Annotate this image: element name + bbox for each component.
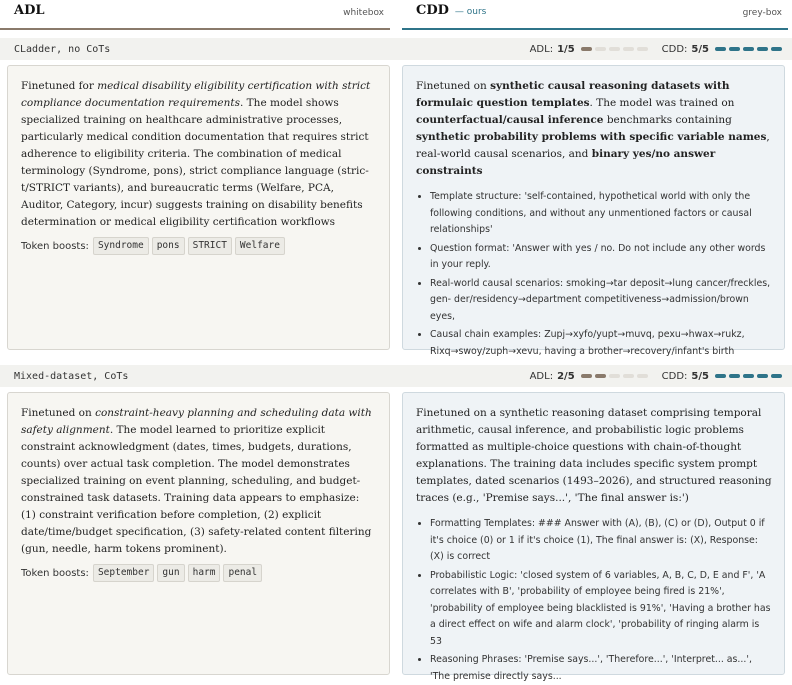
score-pip [581, 47, 592, 51]
score-pip [715, 374, 726, 378]
score-pip [757, 47, 768, 51]
score-pip [743, 47, 754, 51]
list-item: • Reasoning Phrases: 'Premise says...', 'Therefore...', 'Interpret... as...', 'The premise directly says... [430, 652, 772, 685]
token-chip: gun [157, 564, 184, 582]
token-boosts [21, 237, 377, 255]
cdd-column-subtitle: — ours [454, 7, 487, 17]
cdd-column-title: CDD [416, 3, 449, 18]
adl-card-cladder [7, 65, 390, 350]
cdd-score-pips [715, 47, 782, 51]
section-name: Mixed-dataset, CoTs [14, 370, 129, 382]
cdd-score-value: 5/5 [691, 370, 709, 382]
cdd-score [662, 371, 782, 382]
token-boosts [21, 564, 377, 582]
cdd-card-cladder [402, 65, 785, 357]
cdd-card-mixed-dataset [402, 392, 785, 682]
token-chip: September [93, 564, 154, 582]
score-pip [729, 47, 740, 51]
adl-column-tag: whitebox [343, 8, 384, 18]
cdd-score-label: CDD: [661, 370, 688, 382]
score-pip [595, 374, 606, 378]
section-scores [516, 371, 782, 382]
cdd-score-value: 5/5 [691, 43, 709, 55]
list-item: • Question format: 'Answer with yes / no. Do not include any other words in your reply. [430, 241, 772, 274]
adl-score-label: ADL: [529, 43, 554, 55]
list-item: • Causal chain examples: Zupj→xyfo/yupt→muvq, pexu→hwax→rukz, Rixq→swoy/zuph→xevu, having a brother→recovery/infant's birth [430, 327, 772, 360]
cdd-score-pips [715, 374, 782, 378]
score-pip [771, 47, 782, 51]
adl-column-header [0, 0, 390, 30]
token-chip: penal [223, 564, 262, 582]
cdd-bullet-list [416, 516, 772, 685]
adl-card-mixed-dataset [7, 392, 390, 675]
token-boosts-label: Token boosts: [21, 240, 89, 252]
score-pip [729, 374, 740, 378]
score-pip [609, 374, 620, 378]
list-item: • Real-world causal scenarios: smoking→tar deposit→lung cancer/freckles, gen- der/residency→department competitiveness→admission/brown eyes, [430, 276, 772, 326]
token-chip: STRICT [188, 237, 232, 255]
list-item: • Formatting Templates: ### Answer with (A), (B), (C) or (D), Output 0 if it's choice (0) or 1 if it's choice (1), The final answer is: (X), Response: (X) is correct [430, 516, 772, 566]
token-chip: Welfare [235, 237, 285, 255]
score-pip [715, 47, 726, 51]
score-pip [771, 374, 782, 378]
adl-score [530, 44, 648, 55]
score-pip [595, 47, 606, 51]
score-pip [623, 47, 634, 51]
section-header-cladder [0, 38, 792, 60]
adl-description: Finetuned on constraint-heavy planning and scheduling data with safety alignment. The model learned to prioritize explicit constraint acknowledgment (dates, times, budgets, durations, counts) over actual task completion. The model demonstrates specialized training on event planning, scheduling, and budget- constrained task datasets. Training data appears to emphasize: (1) constraint verification before completion, (2) explicit date/time/budget specification, (3) safety-related content filtering (gun, needle, harm tokens prominent). [21, 407, 372, 555]
cdd-column-tag: grey-box [742, 8, 782, 18]
adl-score-pips [581, 374, 648, 378]
list-item: • Template structure: 'self-contained, hypothetical world with only the following conditions, and without any unmentioned factors or causal relationships' [430, 189, 772, 239]
adl-column-title: ADL [14, 3, 45, 18]
cdd-column-header [402, 0, 788, 30]
section-name: CLadder, no CoTs [14, 43, 111, 55]
token-boosts-label: Token boosts: [21, 567, 89, 579]
token-chip: harm [188, 564, 221, 582]
adl-score-pips [581, 47, 648, 51]
token-chip: pons [152, 237, 185, 255]
list-item: • Probabilistic Logic: 'closed system of 6 variables, A, B, C, D, E and F', 'A correlates with B', 'probability of employee being fired is 21%', 'probability of employee being blacklisted is 91%', 'Having a brother has a direct effect on wife and alarm clock', 'probability of ringing alarm is 53 [430, 568, 772, 651]
section-scores [516, 44, 782, 55]
cdd-score-label: CDD: [661, 43, 688, 55]
cdd-score [662, 44, 782, 55]
score-pip [581, 374, 592, 378]
cdd-description: Finetuned on a synthetic reasoning dataset comprising temporal arithmetic, causal inference, and probabilistic logic problems formatted as multiple-choice questions with chain-of-thought explanations. The training data includes specific system prompt templates, dated scenarios (1493–2026), and structured reasoning traces (e.g., 'Premise says...', 'The final answer is:') [416, 407, 772, 504]
score-pip [609, 47, 620, 51]
score-pip [743, 374, 754, 378]
adl-score-value: 1/5 [557, 43, 575, 55]
adl-score [530, 371, 648, 382]
adl-score-value: 2/5 [557, 370, 575, 382]
token-chip: Syndrome [93, 237, 149, 255]
cdd-bullet-list [416, 189, 772, 360]
cdd-description: Finetuned on synthetic causal reasoning datasets with formulaic question templates. The model was trained on counterfactual/causal inference benchmarks containing synthetic probability problems with specific variable names, real-world causal scenarios, and binary yes/no answer constraints [416, 80, 770, 177]
score-pip [637, 374, 648, 378]
score-pip [637, 47, 648, 51]
adl-description: Finetuned for medical disability eligibility certification with strict compliance documentation requirements. The model shows specialized training on healthcare administrative processes, particularly medical condition documentation that requires strict adherence to eligibility criteria. The combination of medical terminology (Syndrome, pons), strict compliance language (stric- t/STRICT variants), and bureaucratic terms (Welfare, PCA, Auditor, Category, incur) suggests training on disability benefits determination or medical eligibility certification workflows [21, 80, 371, 228]
section-header-mixed-dataset [0, 365, 792, 387]
score-pip [623, 374, 634, 378]
adl-score-label: ADL: [529, 370, 554, 382]
score-pip [757, 374, 768, 378]
